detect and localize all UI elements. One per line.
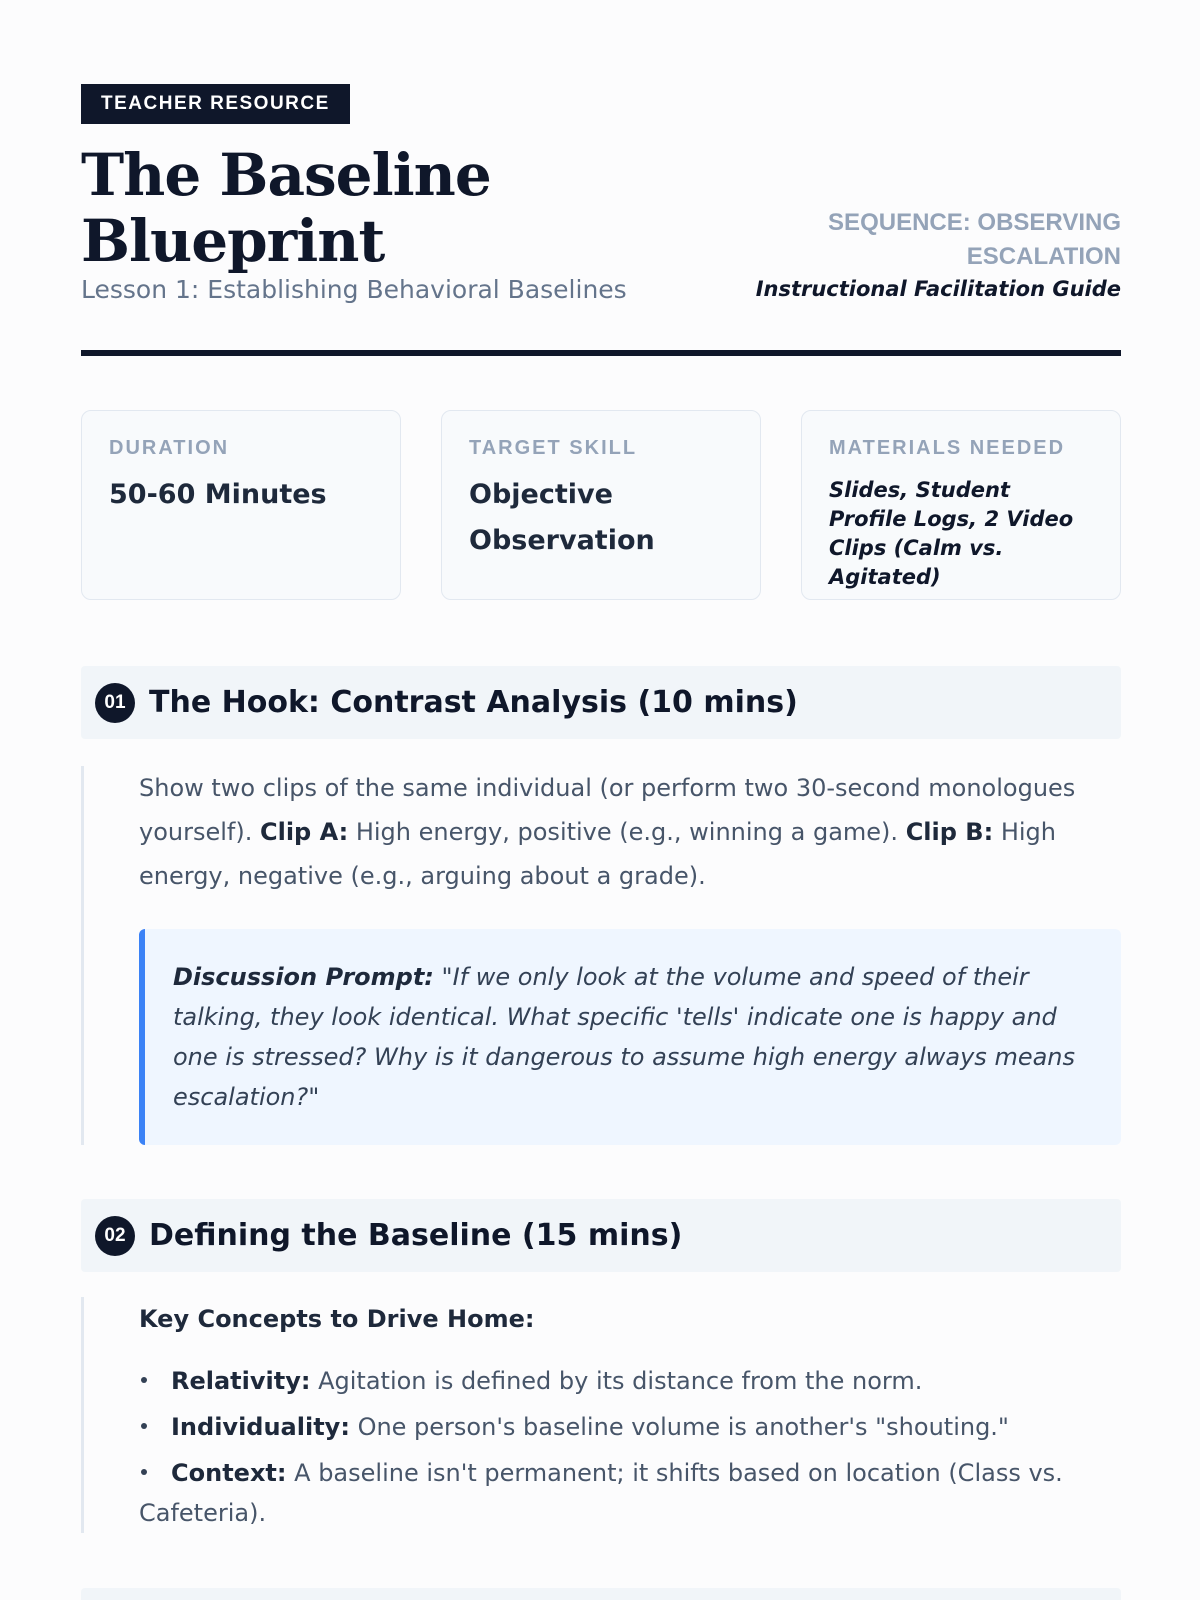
bullet-icon — [141, 1377, 147, 1383]
card-label: TARGET SKILL — [469, 437, 638, 459]
item-text: Agitation is defined by its distance from the norm. — [318, 1367, 923, 1395]
section-header-hook — [81, 666, 1121, 739]
guide-label: Instructional Facilitation Guide — [755, 277, 1121, 301]
list-item — [139, 1453, 1121, 1533]
title-line-2: Blueprint — [81, 207, 385, 275]
section-header-baseline — [81, 1199, 1121, 1272]
item-label: Relativity: — [171, 1367, 311, 1395]
hook-intro: Show two clips of the same individual (or perform two 30-second monologues yourself). — [139, 774, 1076, 846]
title-line-1: The Baseline — [81, 141, 491, 209]
sequence-line-1: SEQUENCE: OBSERVING — [828, 209, 1121, 236]
header-divider — [81, 350, 1121, 356]
materials-card — [801, 410, 1121, 600]
page-title — [81, 142, 627, 274]
card-value: Slides, Student Profile Logs, 2 Video Clips (Calm vs. Agitated) — [829, 478, 1074, 589]
section-title: Defining the Baseline (15 mins) — [149, 1218, 683, 1253]
prompt-text: "If we only look at the volume and speed of their talking, they look identical. What specific 'tells' indicate one is happy and one is stressed? Why is it dangerous to assume high energy always means escalation?" — [173, 963, 1076, 1111]
section-body-hook — [81, 766, 1121, 1145]
card-label: MATERIALS NEEDED — [829, 437, 1066, 459]
lesson-page — [81, 84, 1121, 1539]
section-number-badge: 02 — [95, 1216, 135, 1256]
item-text: One person's baseline volume is another's "shouting." — [357, 1413, 1009, 1441]
sequence-meta — [756, 206, 1121, 306]
item-label: Individuality: — [171, 1413, 350, 1441]
clip-b-label: Clip B: — [905, 818, 994, 846]
card-value: 50-60 Minutes — [109, 479, 327, 510]
key-concepts-list — [139, 1361, 1121, 1533]
list-item — [139, 1407, 1121, 1447]
hook-paragraph — [139, 766, 1121, 898]
bullet-icon — [141, 1423, 147, 1429]
clip-a-label: Clip A: — [259, 818, 349, 846]
discussion-prompt-callout — [139, 929, 1121, 1145]
info-cards — [81, 410, 1121, 600]
next-section-header-edge — [81, 1588, 1121, 1600]
bullet-icon — [141, 1469, 147, 1475]
key-concepts-title: Key Concepts to Drive Home: — [139, 1305, 535, 1333]
section-number-badge: 01 — [95, 683, 135, 723]
card-label: DURATION — [109, 437, 230, 459]
lesson-subtitle: Lesson 1: Establishing Behavioral Baselines — [81, 275, 627, 304]
title-block — [81, 142, 627, 306]
list-item — [139, 1361, 1121, 1401]
clip-b-text: High energy, negative (e.g., arguing about a grade). — [139, 818, 1056, 890]
card-value: Objective Observation — [469, 479, 655, 556]
sequence-line-2: ESCALATION — [966, 243, 1121, 270]
prompt-label: Discussion Prompt: — [173, 963, 434, 991]
section-body-baseline — [81, 1297, 1121, 1533]
section-title: The Hook: Contrast Analysis (10 mins) — [149, 685, 798, 720]
header-row — [81, 142, 1121, 306]
resource-tag: TEACHER RESOURCE — [81, 84, 350, 124]
item-label: Context: — [171, 1459, 287, 1487]
clip-a-text: High energy, positive (e.g., winning a game). — [355, 818, 899, 846]
item-text: A baseline isn't permanent; it shifts based on location (Class vs. Cafeteria). — [139, 1459, 1063, 1527]
target-skill-card — [441, 410, 761, 600]
duration-card — [81, 410, 401, 600]
